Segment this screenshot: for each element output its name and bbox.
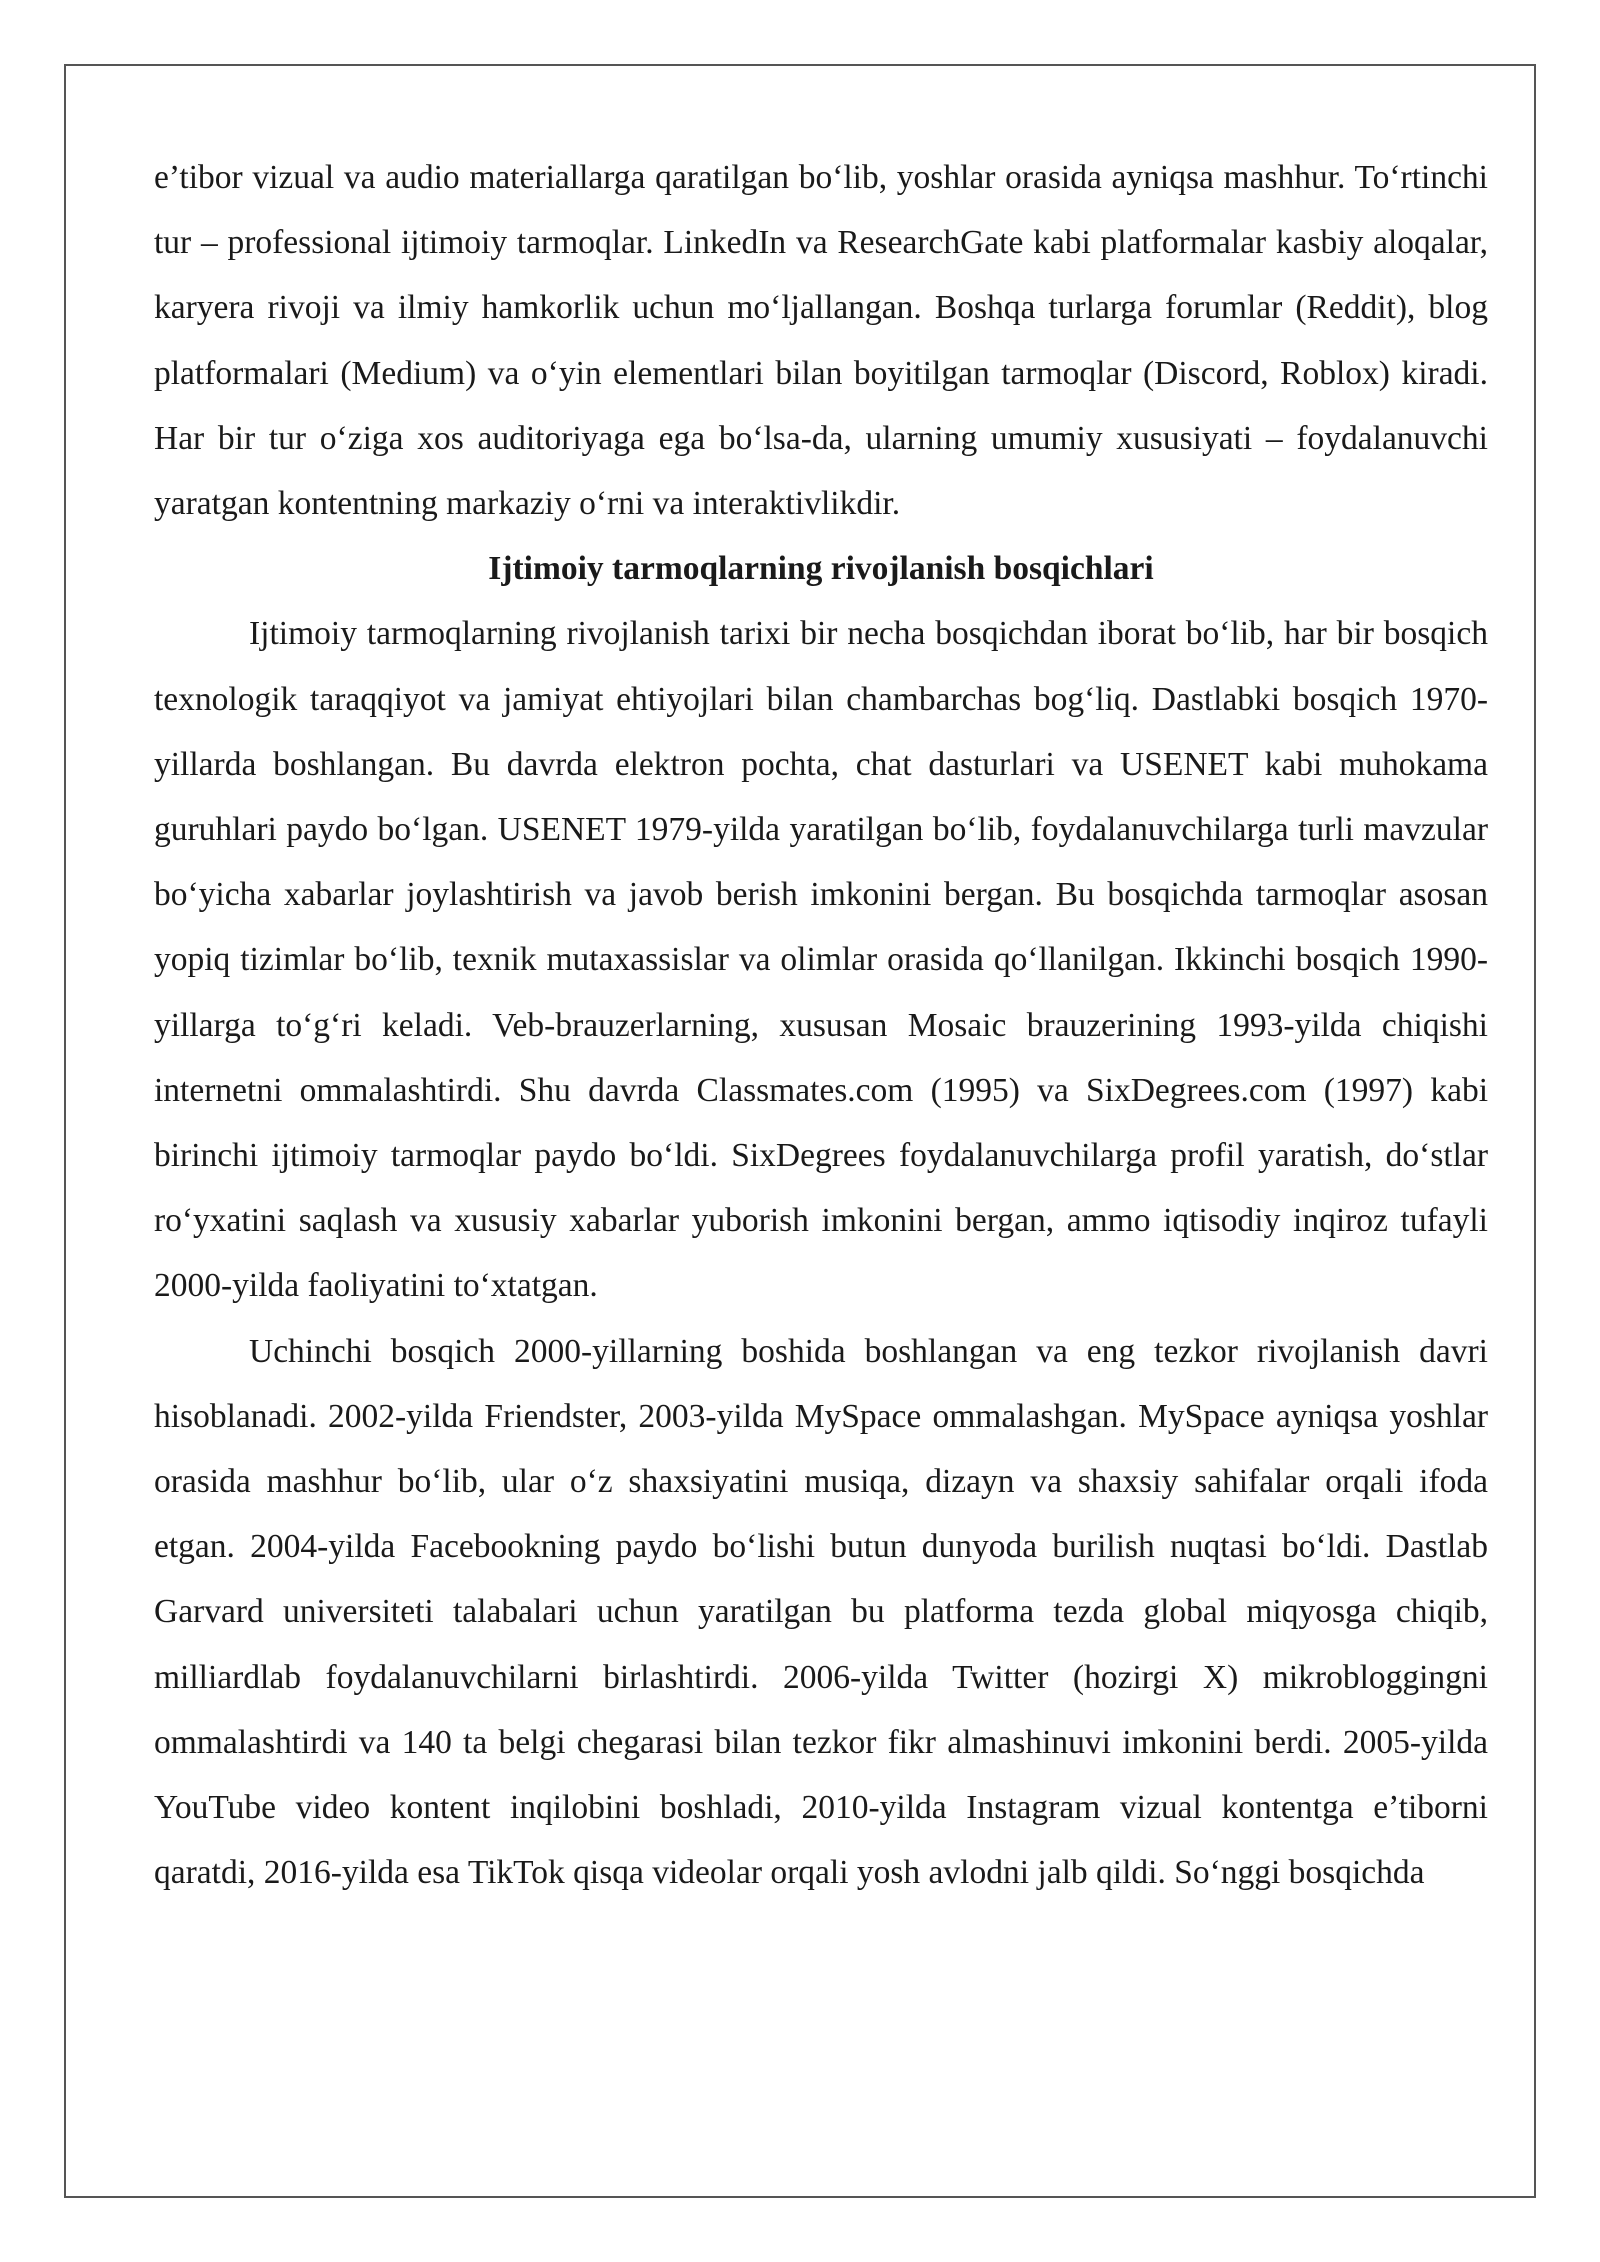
paragraph-continuation: e’tibor vizual va audio materiallarga qaratilgan bo‘lib, yoshlar orasida ayniqsa mashhur. To‘rtinchi tur – professional ijtimoiy tarmoqlar. LinkedIn va ResearchGate kabi platformalar kasbiy aloqalar, karyera rivoji va ilmiy hamkorlik uchun mo‘ljallangan. Boshqa turlarga forumlar (Reddit), blog platformalari (Medium) va o‘yin elementlari bilan boyitilgan tarmoqlar (Discord, Roblox) kiradi. Har bir tur o‘ziga xos auditoriyaga ega bo‘lsa-da, ularning umumiy xususiyati – foydalanuvchi yaratgan kontentning markaziy o‘rni va interaktivlikdir. (154, 159, 1488, 523)
section-heading: Ijtimoiy tarmoqlarning rivojlanish bosqichlari (488, 550, 1154, 588)
paragraph-development-history: Ijtimoiy tarmoqlarning rivojlanish tarixi bir necha bosqichdan iborat bo‘lib, har bir bosqich texnologik taraqqiyot va jamiyat ehtiyojlari bilan chambarchas bog‘liq. Dastlabki bosqich 1970-yillarda boshlangan. Bu davrda elektron pochta, chat dasturlari va USENET kabi muhokama guruhlari paydo bo‘lgan. USENET 1979-yilda yaratilgan bo‘lib, foydalanuvchilarga turli mavzular bo‘yicha xabarlar joylashtirish va javob berish imkonini bergan. Bu bosqichda tarmoqlar asosan yopiq tizimlar bo‘lib, texnik mutaxassislar va olimlar orasida qo‘llanilgan. Ikkinchi bosqich 1990-yillarga to‘g‘ri keladi. Veb-brauzerlarning, xususan Mosaic brauzerining 1993-yilda chiqishi internetni ommalashtirdi. Shu davrda Classmates.com (1995) va SixDegrees.com (1997) kabi birinchi ijtimoiy tarmoqlar paydo bo‘ldi. SixDegrees foydalanuvchilarga profil yaratish, do‘stlar ro‘yxatini saqlash va xususiy xabarlar yuborish imkonini bergan, ammo iqtisodiy inqiroz tufayli 2000-yilda faoliyatini to‘xtatgan. (154, 615, 1488, 1305)
paragraph-third-stage: Uchinchi bosqich 2000-yillarning boshida boshlangan va eng tezkor rivojlanish davri hisoblanadi. 2002-yilda Friendster, 2003-yilda MySpace ommalashgan. MySpace ayniqsa yoshlar orasida mashhur bo‘lib, ular o‘z shaxsiyatini musiqa, dizayn va shaxsiy sahifalar orqali ifoda etgan. 2004-yilda Facebookning paydo bo‘lishi butun dunyoda burilish nuqtasi bo‘ldi. Dastlab Garvard universiteti talabalari uchun yaratilgan bu platforma tezda global miqyosga chiqib, milliardlab foydalanuvchilarni birlashtirdi. 2006-yilda Twitter (hozirgi X) mikrobloggingni ommalashtirdi va 140 ta belgi chegarasi bilan tezkor fikr almashinuvi imkonini berdi. 2005-yilda YouTube video kontent inqilobini boshladi, 2010-yilda Instagram vizual kontentga e’tiborni qaratdi, 2016-yilda esa TikTok qisqa videolar orqali yosh avlodni jalb qildi. So‘nggi bosqichda (154, 1332, 1488, 1892)
document-body (154, 145, 1488, 1905)
